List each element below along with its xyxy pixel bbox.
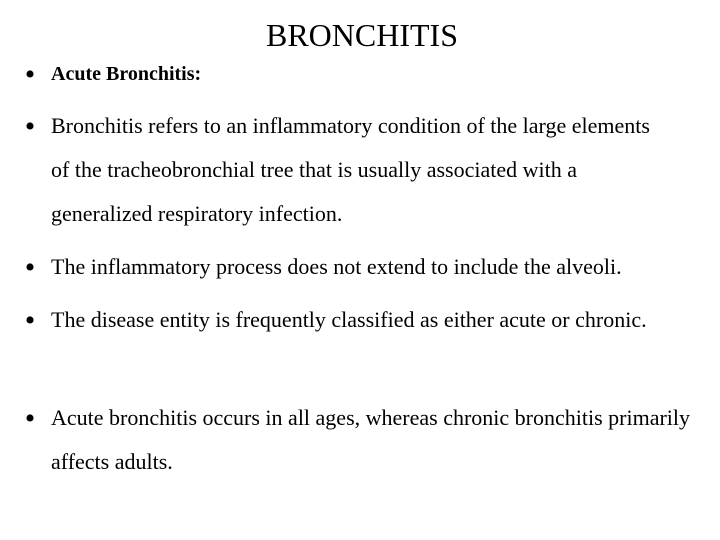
bullet-dot-icon: • <box>24 58 36 91</box>
bullet-text: Bronchitis refers to an inflammatory condition of the large elements of the tracheobronchial tree that is usually associated with a generalized respiratory infection. <box>51 113 650 226</box>
bullet-dot-icon: • <box>24 304 36 337</box>
bullet-dot-icon: • <box>24 402 36 435</box>
slide-title-text: BRONCHITIS <box>265 17 458 53</box>
bullet-text: The inflammatory process does not extend to include the alveoli. <box>51 254 622 279</box>
bullet-text: Acute Bronchitis: <box>51 63 202 85</box>
bullet-text: Acute bronchitis occurs in all ages, whereas chronic bronchitis primarily affects adults. <box>51 405 691 474</box>
bullet-text: The disease entity is frequently classified as either acute or chronic. <box>51 307 647 332</box>
bullet-dot-icon: • <box>24 110 36 143</box>
bullet-dot-icon: • <box>24 251 36 284</box>
